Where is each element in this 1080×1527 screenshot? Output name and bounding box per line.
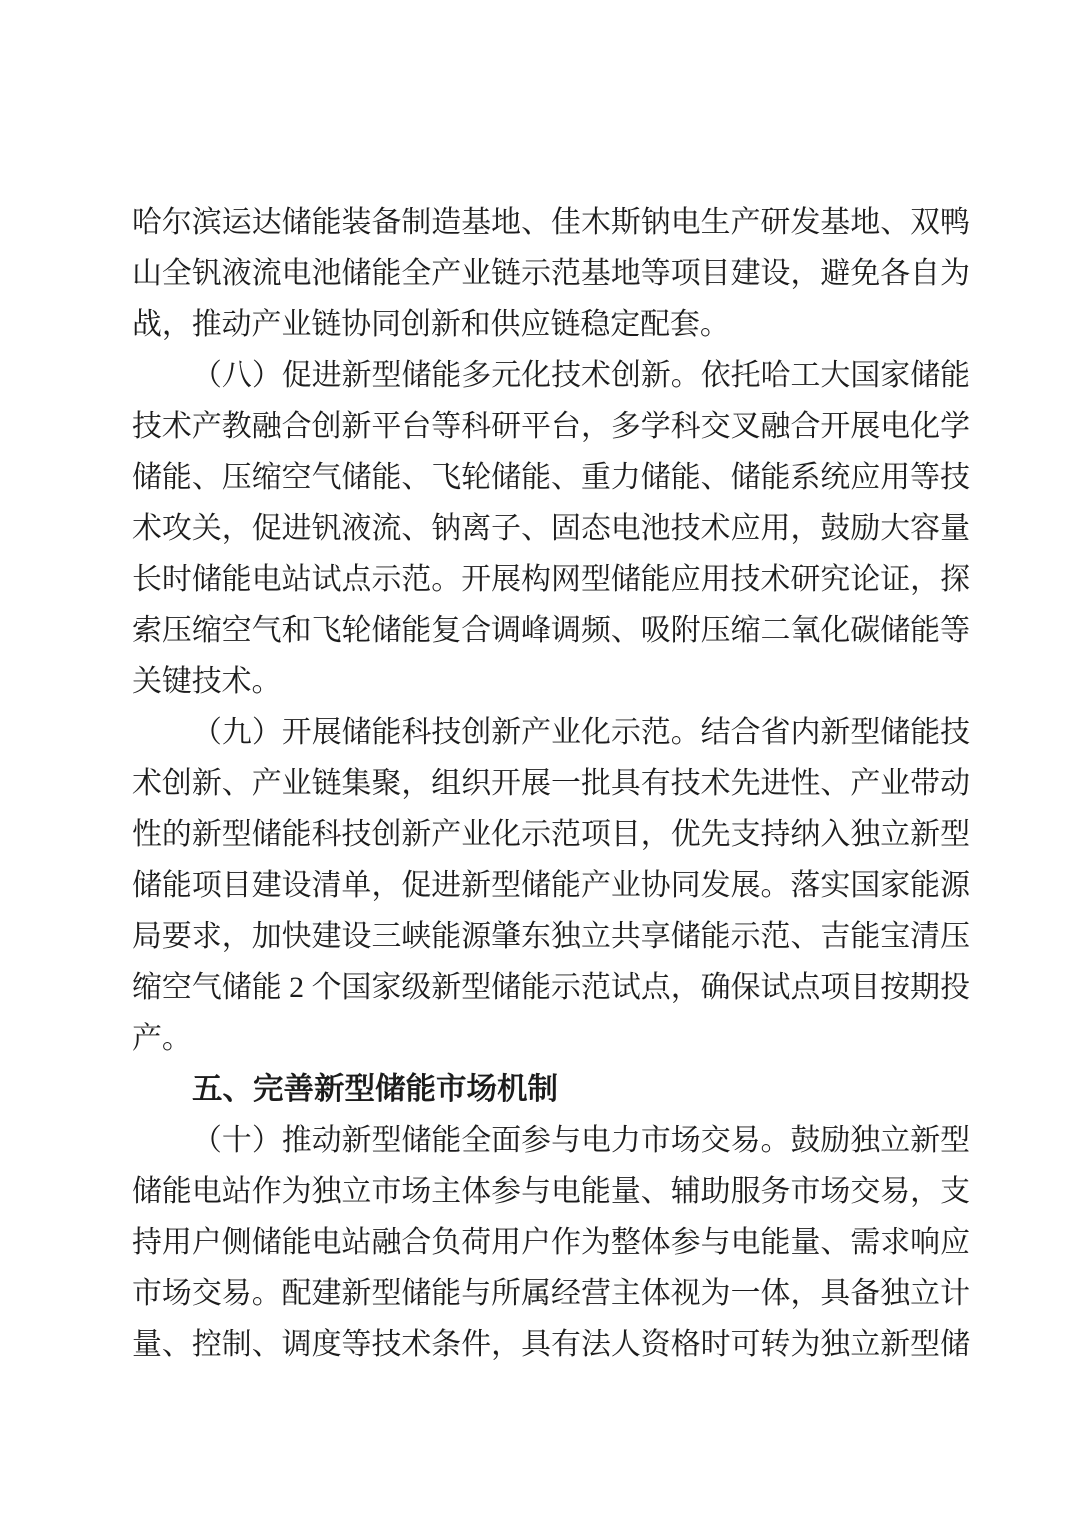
text-line [132, 248, 970, 299]
paragraph-text-run: 储能、压缩空气储能、飞轮储能、重力储能、储能系统应用等技 [132, 461, 970, 494]
paragraph-text-run: 缩空气储能 2 个国家级新型储能示范试点，确保试点项目按期投 [132, 971, 970, 1004]
paragraph-text-run: 术攻关，促进钒液流、钠离子、固态电池技术应用，鼓励大容量 [132, 512, 970, 545]
text-line [132, 452, 970, 503]
paragraph-text-run: 产。 [132, 1022, 192, 1055]
paragraph-text-run: 市场交易。配建新型储能与所属经营主体视为一体，具备独立计 [132, 1277, 970, 1310]
paragraph-text-run: 哈尔滨运达储能装备制造基地、佳木斯钠电生产研发基地、双鸭 [132, 206, 970, 239]
paragraph-text-run: 储能电站作为独立市场主体参与电能量、辅助服务市场交易，支 [132, 1175, 970, 1208]
paragraph-text-run: 长时储能电站试点示范。开展构网型储能应用技术研究论证，探 [132, 563, 970, 596]
text-line [132, 758, 970, 809]
text-line [132, 656, 970, 707]
paragraph-text-run: 量、控制、调度等技术条件，具有法人资格时可转为独立新型储 [132, 1328, 970, 1361]
paragraph-text-run: 山全钒液流电池储能全产业链示范基地等项目建设，避免各自为 [132, 257, 970, 290]
paragraph-text-run: 索压缩空气和飞轮储能复合调峰调频、吸附压缩二氧化碳储能等 [132, 614, 970, 647]
paragraph-text-run: 术创新、产业链集聚，组织开展一批具有技术先进性、产业带动 [132, 767, 970, 800]
paragraph-text-run: 持用户侧储能电站融合负荷用户作为整体参与电能量、需求响应 [132, 1226, 970, 1259]
paragraph-text-run: 结合省内新型储能技 [700, 716, 970, 749]
text-line [132, 911, 970, 962]
text-line [132, 1268, 970, 1319]
section-heading-run: 五、完善新型储能市场机制 [192, 1072, 558, 1106]
text-line [132, 401, 970, 452]
paragraph-text-run: 性的新型储能科技创新产业化示范项目，优先支持纳入独立新型 [132, 818, 970, 851]
paragraph-text-run: 局要求，加快建设三峡能源肇东独立共享储能示范、吉能宝清压 [132, 920, 970, 953]
paragraph-text-run: 储能项目建设清单，促进新型储能产业协同发展。落实国家能源 [132, 869, 970, 902]
paragraph-text-run: 技术产教融合创新平台等科研平台，多学科交叉融合开展电化学 [132, 410, 970, 443]
text-line [132, 707, 970, 758]
text-line [132, 197, 970, 248]
item-title-run: （九）开展储能科技创新产业化示范。 [192, 716, 701, 749]
paragraph-text-run: 关键技术。 [132, 665, 282, 698]
text-line [132, 503, 970, 554]
text-line [132, 554, 970, 605]
text-line [132, 1013, 970, 1064]
text-line [132, 1115, 970, 1166]
text-line [132, 299, 970, 350]
text-line [132, 350, 970, 401]
item-title-run: （八）促进新型储能多元化技术创新。 [192, 359, 701, 392]
text-line [132, 860, 970, 911]
paragraph-text-run: 鼓励独立新型 [790, 1124, 970, 1157]
text-line [132, 809, 970, 860]
paragraph-text-run: 依托哈工大国家储能 [700, 359, 970, 392]
section-heading-line [132, 1064, 970, 1115]
text-line [132, 962, 970, 1013]
paragraph-text-run: 战，推动产业链协同创新和供应链稳定配套。 [132, 308, 730, 341]
text-line [132, 1217, 970, 1268]
text-line [132, 1319, 970, 1370]
text-line [132, 605, 970, 656]
text-line [132, 1166, 970, 1217]
item-title-run: （十）推动新型储能全面参与电力市场交易。 [192, 1124, 791, 1157]
document-text-block [132, 197, 970, 1370]
